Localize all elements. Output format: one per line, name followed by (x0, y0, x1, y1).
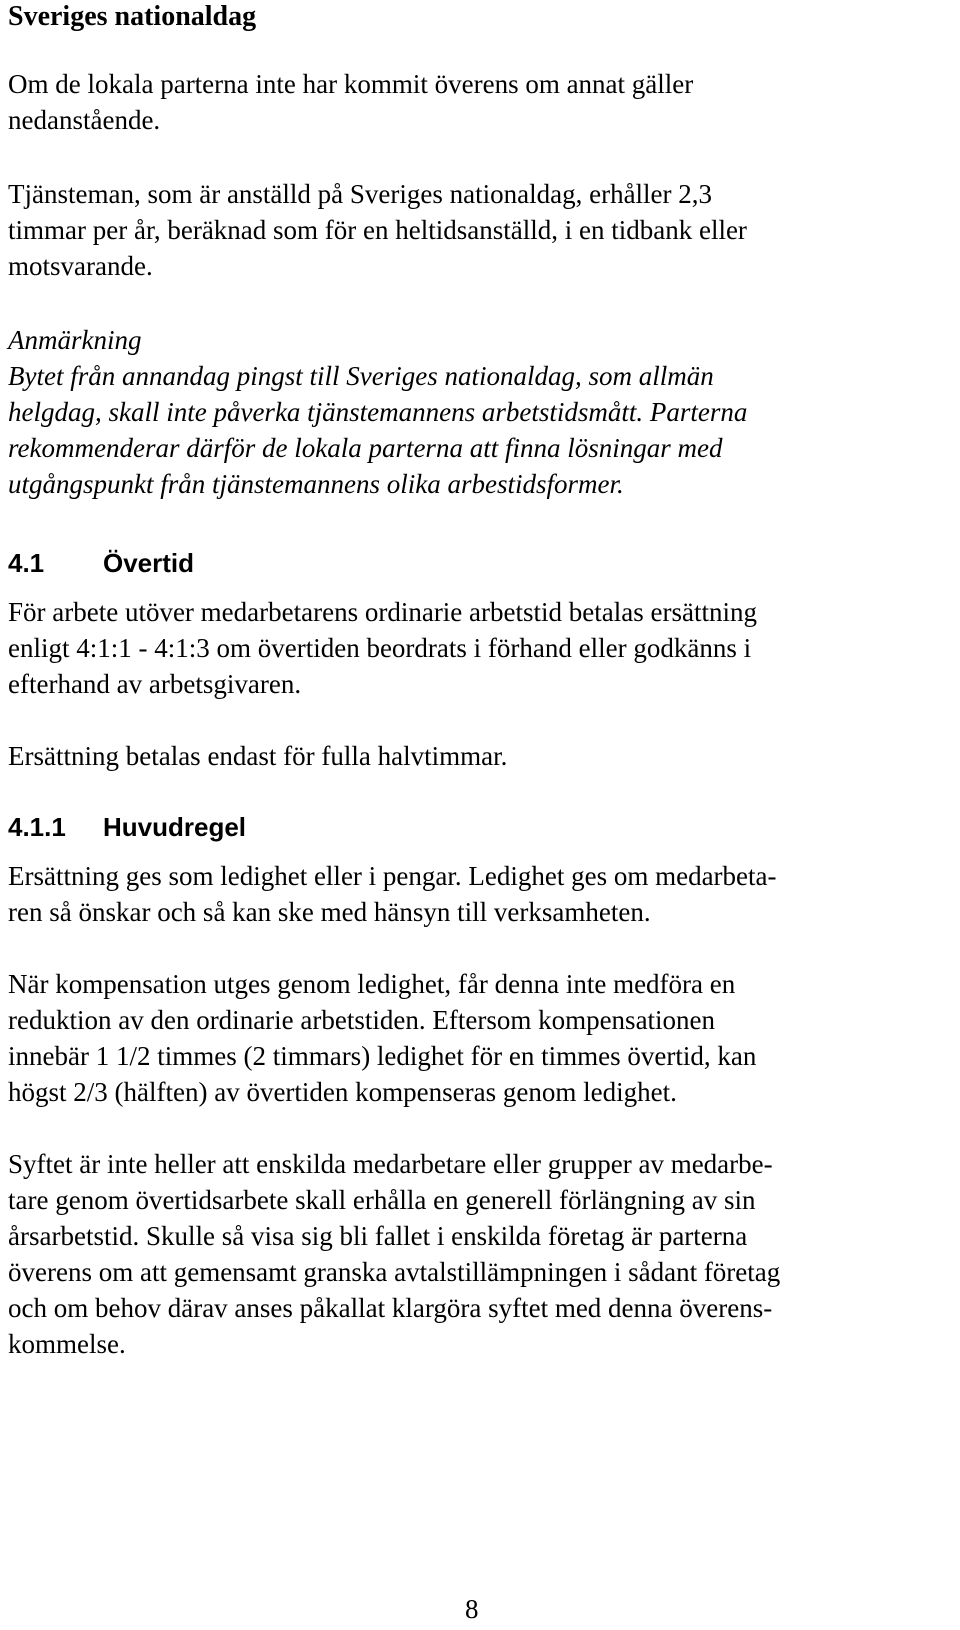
text-line: motsvarande. (8, 251, 153, 281)
text-line: Ersättning betalas endast för fulla halvtimmar. (8, 741, 508, 771)
text-line: För arbete utöver medarbetarens ordinarie arbetstid betalas ersättning (8, 597, 757, 627)
text-line: utgångspunkt från tjänstemannens olika arbestidsformer. (8, 469, 624, 499)
text-line: efterhand av arbetsgivaren. (8, 669, 302, 699)
page-content (8, 0, 938, 1362)
text-line: överens om att gemensamt granska avtalstillämpningen i sådant företag (8, 1257, 781, 1287)
paragraph-half-hours (8, 738, 938, 774)
text-line: helgdag, skall inte påverka tjänstemannens arbetstidsmått. Parterna (8, 397, 748, 427)
text-line: enligt 4:1:1 - 4:1:3 om övertiden beordrats i förhand eller godkänns i (8, 633, 752, 663)
text-line: högst 2/3 (hälften) av övertiden kompenseras genom ledighet. (8, 1077, 677, 1107)
paragraph-purpose (8, 1146, 938, 1362)
text-line: Syftet är inte heller att enskilda medarbetare eller grupper av medarbe- (8, 1149, 773, 1179)
text-line: ren så önskar och så kan ske med hänsyn till verksamheten. (8, 897, 651, 927)
text-line: När kompensation utges genom ledighet, får denna inte medföra en (8, 969, 736, 999)
note-block (8, 322, 938, 502)
text-line: årsarbetstid. Skulle så visa sig bli fallet i enskilda företag är parterna (8, 1221, 748, 1251)
heading-number: 4.1.1 (8, 812, 66, 842)
heading-title: Övertid (103, 548, 195, 578)
text-line: rekommenderar därför de lokala parterna att finna lösningar med (8, 433, 723, 463)
heading-4-1 (8, 546, 938, 580)
text-line: Om de lokala parterna inte har kommit överens om annat gäller (8, 69, 694, 99)
text-line: Tjänsteman, som är anställd på Sveriges nationaldag, erhåller 2,3 (8, 179, 713, 209)
paragraph-intro (8, 66, 938, 138)
text-line: tare genom övertidsarbete skall erhålla en generell förlängning av sin (8, 1185, 756, 1215)
page-number: 8 (465, 1594, 479, 1624)
heading-title: Huvudregel (103, 812, 247, 842)
heading-number: 4.1 (8, 548, 45, 578)
text-line: Bytet från annandag pingst till Sveriges nationaldag, som allmän (8, 361, 714, 391)
text-line: Ersättning ges som ledighet eller i pengar. Ledighet ges om medarbeta- (8, 861, 777, 891)
text-line: timmar per år, beräknad som för en heltidsanställd, i en tidbank eller (8, 215, 747, 245)
text-line: och om behov därav anses påkallat klargöra syftet med denna överens- (8, 1293, 773, 1323)
note-heading: Anmärkning (8, 325, 142, 355)
paragraph-overtime (8, 594, 938, 702)
text-line: nedanstående. (8, 105, 161, 135)
paragraph-tidbank (8, 176, 938, 284)
text-line: innebär 1 1/2 timmes (2 timmars) ledighet för en timmes övertid, kan (8, 1041, 757, 1071)
section-title: Sveriges nationaldag (8, 1, 257, 32)
text-line: reduktion av den ordinarie arbetstiden. Eftersom kompensationen (8, 1005, 716, 1035)
heading-4-1-1 (8, 810, 938, 844)
paragraph-main-rule (8, 858, 938, 930)
paragraph-compensation (8, 966, 938, 1110)
text-line: kommelse. (8, 1329, 126, 1359)
